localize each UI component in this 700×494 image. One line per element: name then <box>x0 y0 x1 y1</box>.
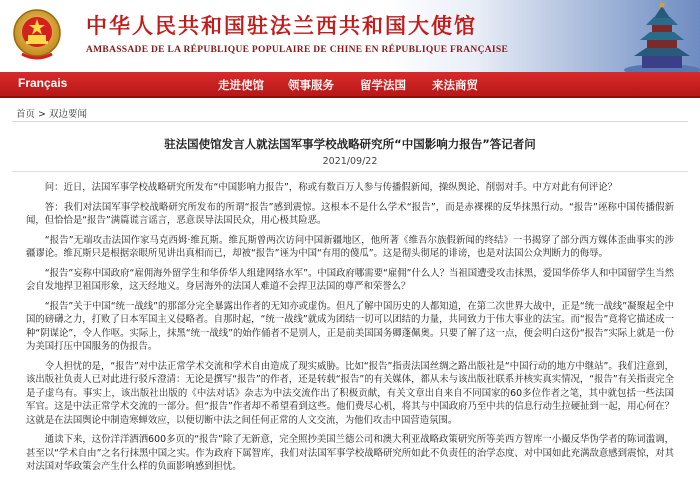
breadcrumb-separator: > <box>38 109 47 120</box>
article-body <box>26 181 674 480</box>
site-title-cn: 中华人民共和国驻法兰西共和国大使馆 <box>86 13 477 38</box>
article-paragraph: “报告”妄称中国政府“雇佣海外留学生和华侨华人组建网络水军”。中国政府哪需要“雇佣”什么人？当祖国遭受攻击抹黑，爱国华侨华人和中国留学生当然会自发地捍卫祖国形象，这天经地义。身居海外的法国人难道不会捍卫法国的尊严和荣誉么？ <box>26 267 674 292</box>
header-banner <box>0 0 700 72</box>
main-nav <box>0 72 700 98</box>
nav-item-business[interactable]: 来法商贸 <box>432 78 478 92</box>
article-date: 2021/09/22 <box>322 156 378 167</box>
article-paragraph: 令人担忧的是，“报告”对中法正常学术交流和学术自由造成了现实威胁。比如“报告”指责法国丝绸之路出版社是“中国行动的地方中继站”。我们注意到，该出版社负责人已对此进行驳斥澄清：无论是撰写“报告”的作者，还是转载“报告”的有关媒体，都从未与该出版社联系并核实真实情况，“报告”有关指责完全是子虚乌有。事实上，该出版社出版的《中法对话》杂志为中法交流作出了积极贡献，有关文章出自来自不同国家的60多位作者之笔，其中就包括一些法国军官。这是中法正常学术交流的一部分。但“报告”作者却不希望看到这些。他们费尽心机，将其与中国政府乃至中共的信息行动生拉硬扯到一起，用心何在？这就是在法国舆论中制造寒蝉效应，以便切断中法之间任何正常的人文交流，为他们攻击中国营造氛围。 <box>26 360 674 426</box>
nav-item-consular[interactable]: 领事服务 <box>288 78 334 92</box>
breadcrumb-divider <box>12 121 688 122</box>
nav-item-about-embassy[interactable]: 走进使馆 <box>218 78 264 92</box>
nav-item-study-france[interactable]: 留学法国 <box>360 78 406 92</box>
article-title: 驻法国使馆发言人就法国军事学校战略研究所“中国影响力报告”答记者问 <box>164 137 536 151</box>
site-title-fr: AMBASSADE DE LA RÉPUBLIQUE POPULAIRE DE CHINE EN RÉPUBLIQUE FRANÇAISE <box>86 45 509 55</box>
breadcrumb <box>16 106 87 120</box>
breadcrumb-section-link[interactable]: 双边要闻 <box>49 109 88 120</box>
article-paragraph: 答：我们对法国军事学校战略研究所发布的所谓“报告”感到震惊。这根本不是什么学术“报告”，而是赤裸裸的反华抹黑行动。“报告”诬称中国传播假新闻，但恰恰是“报告”满篇谎言谣言，恶意误导法国民众，用心极其险恶。 <box>26 201 674 226</box>
article-paragraph: 通读下来，这份洋洋洒洒600多页的“报告”除了无新意，完全照抄美国兰德公司和澳大利亚战略政策研究所等美西方智库一小撮反华伪学者的陈词滥调，甚至以“学术自由”之名行抹黑中国之实。作为政府下属智库，我们对法国军事学校战略研究所如此不负责任的治学态度、对中国如此充满敌意感到震惊，对其对法国对华政策会产生什么样的负面影响感到担忧。 <box>26 434 674 472</box>
language-switch-link[interactable]: Français <box>18 76 68 90</box>
title-divider <box>12 171 688 172</box>
article-paragraph: 问：近日，法国军事学校战略研究所发布“中国影响力报告”，称或有数百万人参与传播假新闻，操纵舆论、削弱对手。中方对此有何评论？ <box>44 182 618 193</box>
temple-of-heaven-icon <box>550 0 700 72</box>
national-emblem-icon[interactable] <box>12 6 62 64</box>
article-paragraph: “报告”无端攻击法国作家马克西姆·维瓦斯。维瓦斯曾两次访问中国新疆地区，他所著《维吾尔族假新闻的终结》一书揭穿了部分西方媒体歪曲事实的涉疆谬论。维瓦斯只是根据亲眼所见讲出真相而已，却被“报告”诬为中国“有用的傻瓜”。这是彻头彻尾的诽谤，也是对法国公众判断力的侮辱。 <box>26 234 674 259</box>
breadcrumb-home-link[interactable]: 首页 <box>16 109 36 120</box>
article-paragraph: “报告”关于中国“统一战线”的那部分完全暴露出作者的无知亦或虚伪。但凡了解中国历史的人都知道，在第二次世界大战中，正是“统一战线”凝聚起全中国的磅礴之力，打败了日本军国主义侵略者。自那时起，“统一战线”就成为团结一切可以团结的力量，共同致力于伟大事业的法宝。而“报告”竟将它描述成一种“阴谋论”，令人作呕。实际上，抹黑“统一战线”的始作俑者不是别人，正是前美国国务卿蓬佩奥。只要了解了这一点，便会明白这份“报告”实际上就是一份为美国打压中国服务的伪报告。 <box>26 300 674 352</box>
